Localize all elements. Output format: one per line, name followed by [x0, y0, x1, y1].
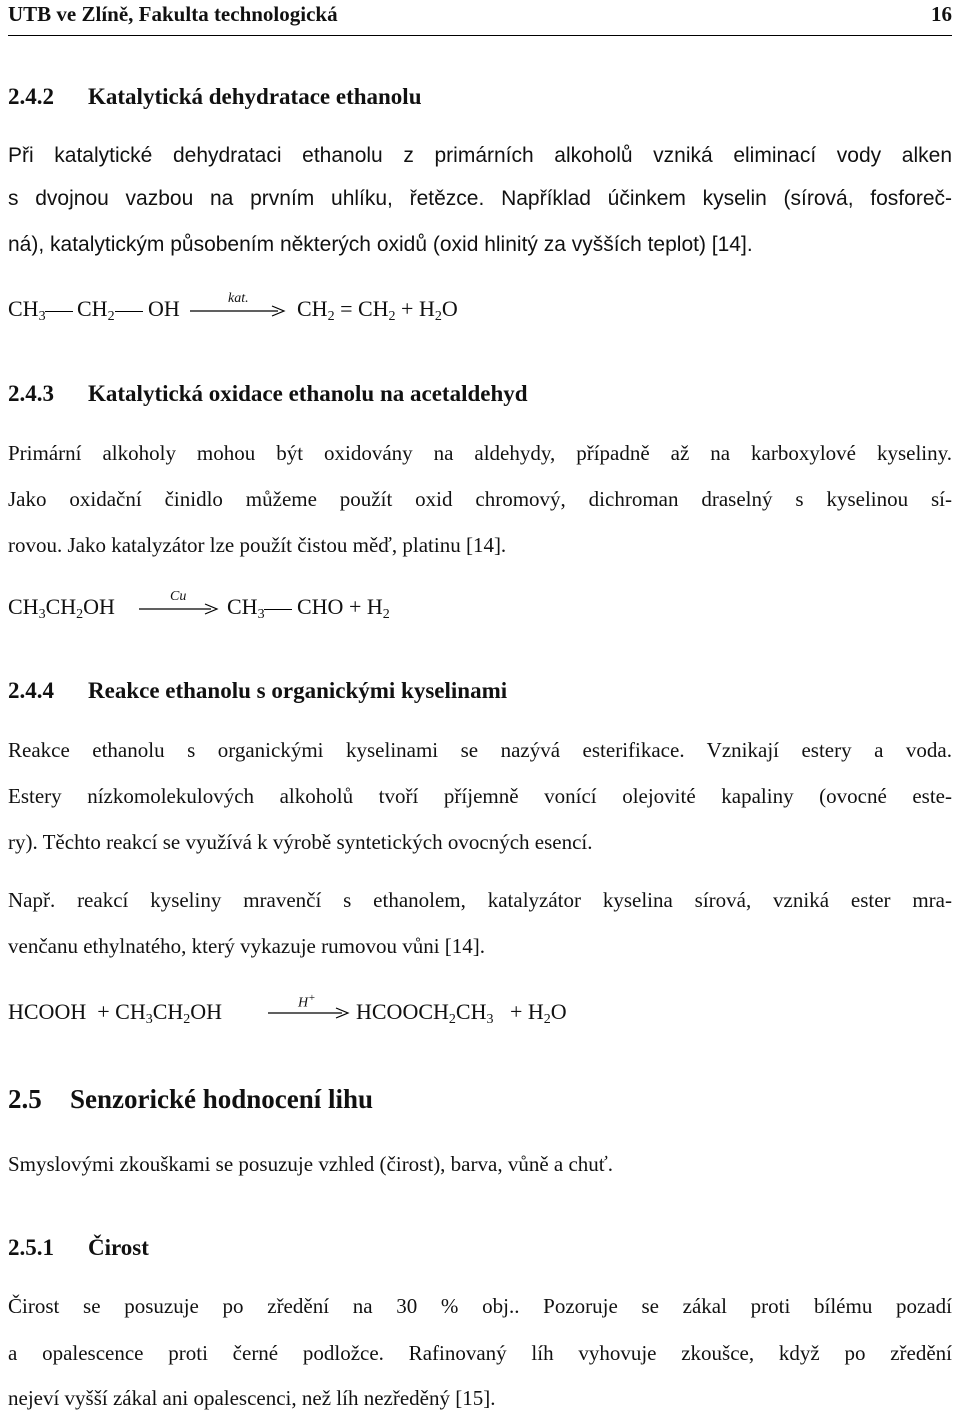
bond-line: [264, 609, 292, 610]
paragraph-line: Při katalytické dehydrataci ethanolu z primárních alkoholů vzniká eliminací vody alken: [8, 144, 952, 167]
bond-line: [45, 311, 73, 312]
section-2-4-3-number: 2.4.3: [8, 381, 54, 406]
section-2-4-2-number: 2.4.2: [8, 84, 54, 109]
reaction-arrow-icon: [139, 603, 219, 615]
reaction-condition: H+: [298, 992, 316, 1011]
paragraph-line: a opalescence proti černé podložce. Rafinovaný líh vyhovuje zkoušce, když po zředění: [8, 1341, 952, 1365]
reaction-arrow-icon: [268, 1007, 350, 1019]
paragraph-line: Smyslovými zkouškami se posuzuje vzhled (čirost), barva, vůně a chuť.: [8, 1152, 614, 1176]
paragraph-line: ry). Těchto reakcí se využívá k výrobě syntetických ovocných esencí.: [8, 830, 593, 854]
section-2-4-2-title: Katalytická dehydratace ethanolu: [88, 84, 422, 109]
bond-line: [115, 311, 143, 312]
paragraph-line: Estery nízkomolekulových alkoholů tvoří příjemně vonící olejovité kapaliny (ovocné este-: [8, 784, 952, 808]
paragraph-line: ná), katalytickým působením některých oxidů (oxid hlinitý za vyšších teplot) [14].: [8, 233, 753, 256]
reaction-condition: Cu: [170, 589, 187, 604]
section-2-5-number: 2.5: [8, 1084, 42, 1114]
paragraph-line: Primární alkoholy mohou být oxidovány na aldehydy, případně až na karboxylové kyseliny.: [8, 441, 952, 465]
section-2-5-1-title: Čirost: [88, 1235, 149, 1260]
reaction-arrow-icon: [190, 305, 286, 317]
paragraph-line: Čirost se posuzuje po zředění na 30 % obj.. Pozoruje se zákal proti bílému pozadí: [8, 1294, 952, 1318]
section-2-4-3-title: Katalytická oxidace ethanolu na acetaldehyd: [88, 381, 528, 406]
reaction-condition: kat.: [228, 291, 249, 306]
section-2-4-4-number: 2.4.4: [8, 678, 54, 703]
running-header-title: UTB ve Zlíně, Fakulta technologická: [8, 2, 338, 26]
section-2-4-4-title: Reakce ethanolu s organickými kyselinami: [88, 678, 508, 703]
paragraph-line: nejeví vyšší zákal ani opalescenci, než líh nezředěný [15].: [8, 1386, 496, 1410]
paragraph-line: venčanu ethylnatého, který vykazuje rumovou vůni [14].: [8, 934, 486, 958]
page-number: 16: [931, 2, 952, 26]
header-rule: [8, 35, 952, 36]
section-2-5-title: Senzorické hodnocení lihu: [70, 1084, 374, 1114]
paragraph-line: s dvojnou vazbou na prvním uhlíku, řetězce. Například účinkem kyselin (sírová, fosforeč-: [8, 187, 952, 210]
paragraph-line: Jako oxidační činidlo můžeme použít oxid chromový, dichroman draselný s kyselinou sí-: [8, 487, 952, 511]
section-2-5-1-number: 2.5.1: [8, 1235, 54, 1260]
paragraph-line: rovou. Jako katalyzátor lze použít čistou měď, platinu [14].: [8, 533, 507, 557]
paragraph-line: Např. reakcí kyseliny mravenčí s ethanolem, katalyzátor kyselina sírová, vzniká ester mra-: [8, 888, 952, 912]
paragraph-line: Reakce ethanolu s organickými kyselinami se nazývá esterifikace. Vznikají estery a voda.: [8, 738, 952, 762]
